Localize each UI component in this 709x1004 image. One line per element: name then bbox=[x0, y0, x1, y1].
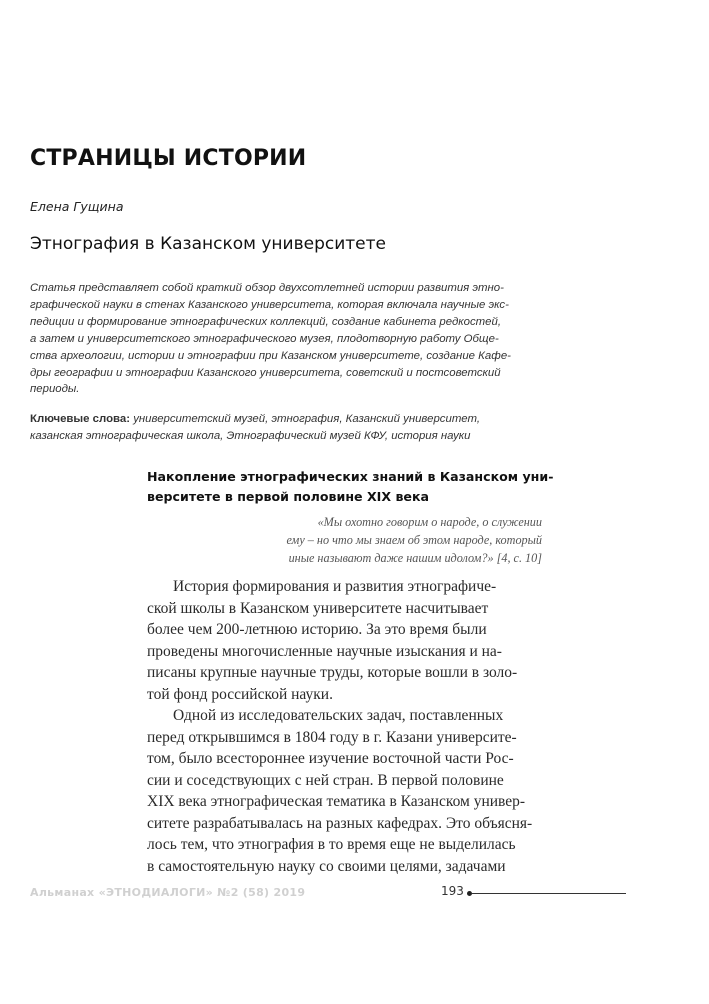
body-line: писаны крупные научные труды, которые вошли в золо- bbox=[147, 664, 518, 681]
subheading-line: верситете в первой половине XIX века bbox=[147, 489, 430, 504]
keywords-text: университетский музей, этнография, Казанский университет, bbox=[133, 413, 481, 425]
epigraph-line: ему – но что мы знаем об этом народе, который bbox=[286, 533, 542, 547]
body-line: XIX века этнографическая тематика в Казанском универ- bbox=[147, 793, 526, 810]
keywords-label: Ключевые слова: bbox=[30, 413, 131, 425]
body-line: История формирования и развития этнографиче- bbox=[173, 578, 497, 595]
epigraph-line: иные называют даже нашим идолом?» [4, с. 10] bbox=[288, 551, 542, 565]
body-line: ской школы в Казанском университете насчитывает bbox=[147, 599, 489, 617]
footer-journal-name: Альманах «ЭТНОДИАЛОГИ» №2 (58) 2019 bbox=[30, 886, 306, 899]
epigraph bbox=[200, 513, 542, 567]
abstract-line: а затем и университетского этнографического музея, плодотворную работу Обще- bbox=[30, 332, 499, 345]
abstract-line: периоды. bbox=[30, 383, 80, 396]
subheading bbox=[147, 467, 554, 507]
body-line: Одной из исследовательских задач, поставленных bbox=[173, 707, 504, 724]
body-line: сии и соседствующих с ней стран. В первой половине bbox=[147, 771, 504, 789]
body-text bbox=[147, 576, 542, 877]
body-line: проведены многочисленные научные изыскания и на- bbox=[147, 642, 502, 660]
footer-rule bbox=[472, 893, 626, 894]
abstract-line: графической науки в стенах Казанского университета, которая включала научные экс- bbox=[30, 298, 509, 311]
body-line: в самостоятельную науку со своими целями, задачами bbox=[147, 857, 506, 875]
body-line: перед открывшимся в 1804 году в г. Казани университе- bbox=[147, 728, 517, 746]
page-number: 193 bbox=[441, 884, 464, 898]
keywords bbox=[30, 411, 542, 445]
abstract bbox=[30, 280, 542, 398]
body-line: том, было всестороннее изучение восточной части Рос- bbox=[147, 750, 514, 767]
epigraph-line: «Мы охотно говорим о народе, о служении bbox=[317, 515, 542, 529]
abstract-line: ства археологии, истории и этнографии при Казанском университете, создание Кафе- bbox=[30, 349, 511, 362]
body-line: ситете разрабатывалась на разных кафедрах. Это объясня- bbox=[147, 814, 533, 832]
article-title: Этнография в Казанском университете bbox=[30, 234, 386, 254]
abstract-line: педиции и формирование этнографических коллекций, создание кабинета редкостей, bbox=[30, 315, 501, 328]
abstract-line: Статья представляет собой краткий обзор двухсотлетней истории развития этно- bbox=[30, 282, 504, 294]
body-line: той фонд российской науки. bbox=[147, 685, 333, 703]
author-name: Елена Гущина bbox=[30, 199, 124, 214]
body-line: более чем 200-летнюю историю. За это время были bbox=[147, 621, 487, 638]
keywords-text: казанская этнографическая школа, Этнографический музей КФУ, история науки bbox=[30, 430, 471, 442]
subheading-line: Накопление этнографических знаний в Казанском уни- bbox=[147, 469, 554, 484]
abstract-line: дры географии и этнографии Казанского университета, советский и постсоветский bbox=[30, 366, 501, 379]
body-line: лось тем, что этнография в то время еще не выделилась bbox=[147, 836, 516, 853]
section-title: СТРАНИЦЫ ИСТОРИИ bbox=[30, 146, 307, 171]
